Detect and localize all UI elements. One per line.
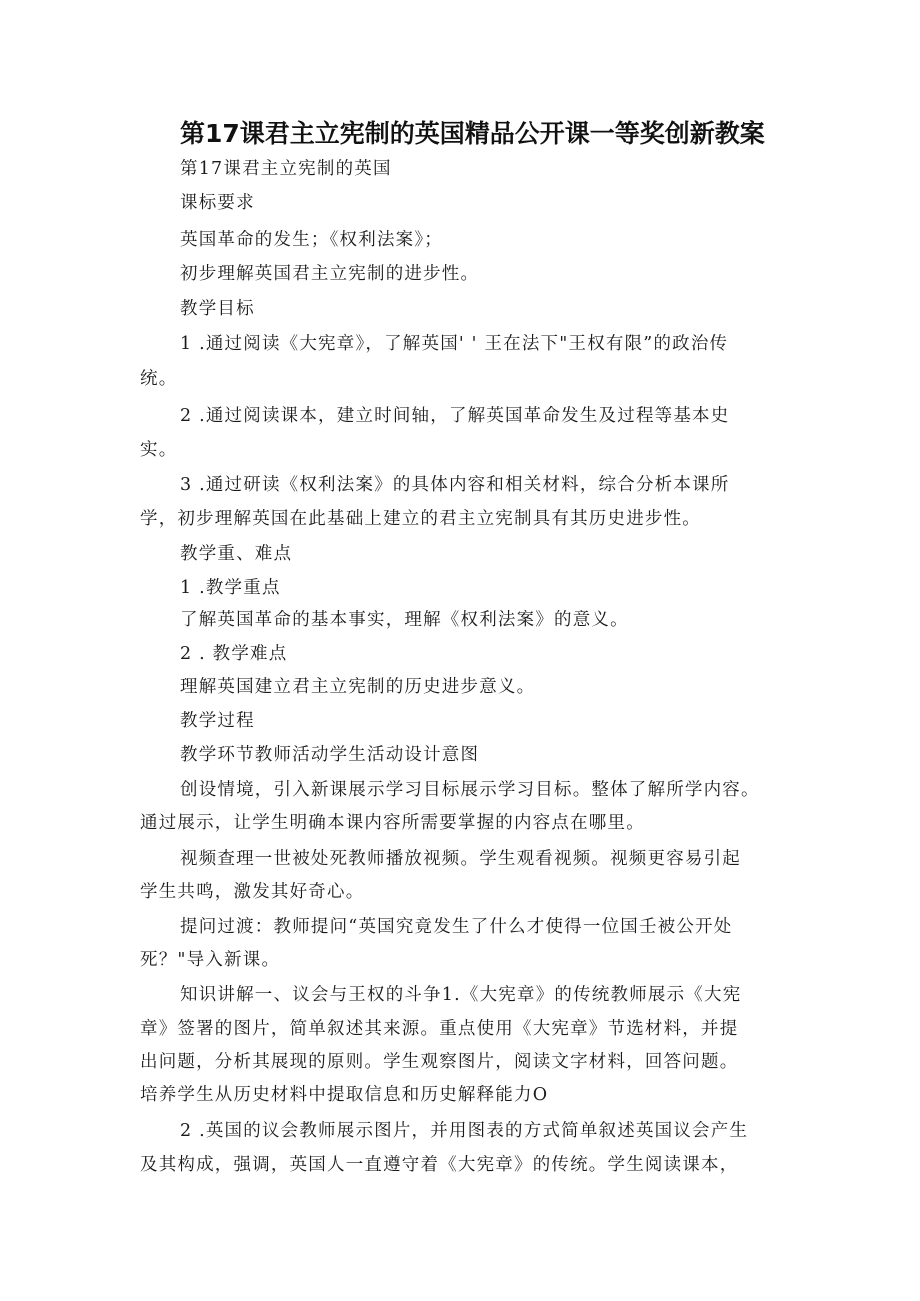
paragraph-line: 死？"导入新课。 xyxy=(140,950,281,970)
paragraph-line: 创设情境，引入新课展示学习目标展示学习目标。整体了解所学内容。 xyxy=(180,780,760,800)
paragraph-line: 了解英国革命的基本事实，理解《权利法案》的意义。 xyxy=(180,610,629,630)
paragraph-line: 1 .通过阅读《大宪章》，了解英国' ' 王在法下"王权有限”的政治传 xyxy=(180,334,729,354)
paragraph-line: 培养学生从历史材料中提取信息和历史解释能力O xyxy=(140,1085,549,1105)
paragraph-line: 教学环节教师活动学生活动设计意图 xyxy=(180,745,480,765)
document-title: 第17课君主立宪制的英国精品公开课一等奖创新教案 xyxy=(180,119,765,148)
paragraph-line: 1 .教学重点 xyxy=(180,578,281,598)
paragraph-line: 3 .通过研读《权利法案》的具体内容和相关材料，综合分析本课所 xyxy=(180,475,730,495)
paragraph-line: 学生共鸣，激发其好奇心。 xyxy=(140,882,365,902)
paragraph-line: 统。 xyxy=(140,369,178,389)
paragraph-line: 视频查理一世被处死教师播放视频。学生观看视频。视频更容易引起 xyxy=(180,849,741,869)
heading-lesson: 第17课君主立宪制的英国 xyxy=(180,159,392,179)
paragraph-line: 及其构成，强调，英国人一直遵守着《大宪章》的传统。学生阅读课本， xyxy=(140,1155,739,1175)
paragraph-line: 初步理解英国君主立宪制的进步性。 xyxy=(180,264,480,284)
paragraph-line: 通过展示，让学生明确本课内容所需要掌握的内容点在哪里。 xyxy=(140,813,645,833)
paragraph-line: 2 .英国的议会教师展示图片，并用图表的方式简单叙述英国议会产生 xyxy=(180,1121,749,1141)
heading-process: 教学过程 xyxy=(180,711,255,731)
paragraph-line: 出问题，分析其展现的原则。学生观察图片，阅读文字材料，回答问题。 xyxy=(140,1052,739,1072)
paragraph-line: 英国革命的发生；《权利法案》； xyxy=(180,230,443,250)
paragraph-line: 章》签署的图片，简单叙述其来源。重点使用《大宪章》节选材料，并提 xyxy=(140,1019,739,1039)
paragraph-line: 2 . 教学难点 xyxy=(180,644,288,664)
paragraph-line: 学，初步理解英国在此基础上建立的君主立宪制具有其历史进步性。 xyxy=(140,509,701,529)
paragraph-line: 知识讲解一、议会与王权的斗争1.《大宪章》的传统教师展示《大宪 xyxy=(180,985,742,1005)
heading-curriculum: 课标要求 xyxy=(180,193,255,213)
heading-key-points: 教学重、难点 xyxy=(180,544,293,564)
paragraph-line: 理解英国建立君主立宪制的历史进步意义。 xyxy=(180,677,536,697)
paragraph-line: 2 .通过阅读课本，建立时间轴，了解英国革命发生及过程等基本史 xyxy=(180,406,730,426)
paragraph-line: 实。 xyxy=(140,440,178,460)
heading-objectives: 教学目标 xyxy=(180,299,255,319)
paragraph-line: 提问过渡：教师提问“英国究竟发生了什么才使得一位国壬被公开处 xyxy=(180,917,733,937)
